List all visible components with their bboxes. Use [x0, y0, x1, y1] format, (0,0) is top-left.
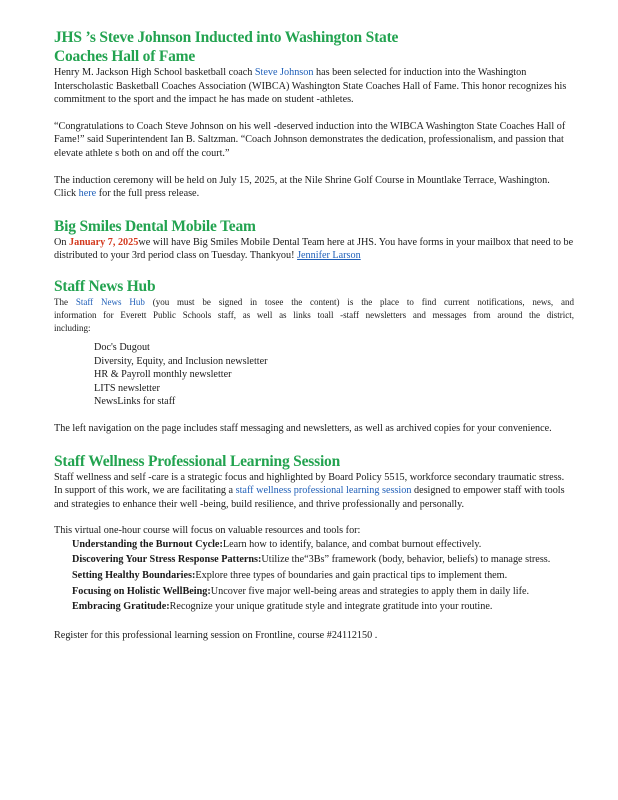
text: NewsLinks for staff: [94, 396, 176, 408]
topic-heading: Focusing on Holistic WellBeing:: [72, 585, 211, 597]
text: we will have Big Smiles Mobile Dental Team here at JHS. You have forms in your mailbox that need to be distributed to your 3rd period class on Tuesday. Thankyou!: [54, 236, 574, 262]
bullet-icon: [54, 553, 64, 567]
document-page: [54, 28, 574, 642]
list-item: [72, 395, 574, 409]
topic-heading: Setting Healthy Boundaries:: [72, 570, 196, 582]
title-line-2: Coaches Hall of Fame: [54, 48, 196, 65]
hall-of-fame-paragraph-1: [54, 66, 574, 107]
title-line-1: JHS ’s Steve Johnson Inducted into Washington State: [54, 29, 399, 46]
hall-of-fame-ceremony: [54, 174, 574, 201]
bullet-icon: [54, 569, 64, 583]
text: Diversity, Equity, and Inclusion newsletter: [94, 355, 268, 367]
text: HR & Payroll monthly newsletter: [94, 369, 232, 381]
bullet-icon: [72, 382, 82, 396]
bullet-icon: [72, 341, 82, 355]
text: [72, 569, 574, 583]
list-item: [72, 355, 574, 369]
text: Utilize the“3Bs” framework (body, behavior, beliefs) to manage stress.: [261, 554, 551, 566]
course-intro: This virtual one-hour course will focus on valuable resources and tools for:: [54, 525, 361, 537]
hall-of-fame-quote: “Congratulations to Coach Steve Johnson on his well -deserved induction into the WIBCA Washington State Coaches Hall of Fame!” said Superintendent Ian B. Saltzman. “Coach Johnson demonstrates the dedication, professionalism, and passion that elevate athlete s both on and off the court.”: [54, 120, 566, 159]
text: Explore three types of boundaries and gain practical tips to implement them.: [195, 570, 508, 582]
text: Doc's Dugout: [94, 341, 150, 353]
press-release-link[interactable]: here: [78, 188, 97, 200]
text: [72, 600, 574, 614]
bullet-icon: [54, 538, 64, 552]
staff-wellness-title: Staff Wellness Professional Learning Session: [54, 452, 341, 470]
text: LITS newsletter: [94, 382, 160, 394]
text: Recognize your unique gratitude style and integrate gratitude into your routine.: [169, 601, 493, 613]
dental-team-title: Big Smiles Dental Mobile Team: [54, 217, 256, 235]
text: (you must be signed in tosee the content) is the place to find current notifications, news, and information for Everett Public Schools staff, as well as links toall -staff newsletters and messages from around the district, including:: [54, 296, 575, 333]
article-title-hall-of-fame: [54, 28, 574, 66]
list-item: [54, 538, 574, 552]
text: On: [54, 236, 69, 248]
list-item: [54, 600, 574, 614]
text: Learn how to identify, balance, and combat burnout effectively.: [222, 538, 482, 550]
bullet-icon: [72, 395, 82, 409]
staff-news-hub-intro: [54, 296, 574, 335]
text: [72, 538, 574, 552]
dental-team-paragraph: [54, 236, 574, 263]
topic-heading: Discovering Your Stress Response Patterns:: [72, 554, 262, 566]
course-topics-list: [54, 538, 574, 614]
text: has been selected for induction into the Washington Interscholastic Basketball Coaches Association (WIBCA) Washington State Coaches Hall of Fame. This honor recognizes his commitment to the sport and the impact he has made on student -athletes.: [54, 67, 567, 106]
wellness-session-link[interactable]: staff wellness professional learning session: [235, 485, 412, 497]
steve-johnson-link[interactable]: Steve Johnson: [254, 67, 314, 78]
bullet-icon: [72, 368, 82, 382]
staff-wellness-paragraph: [54, 471, 574, 512]
dental-date: January 7, 2025: [69, 236, 139, 248]
list-item: [54, 553, 574, 567]
text: designed to empower staff with tools and strategies to enhance their well -being, build resilience, and thrive professionally and personally.: [54, 485, 565, 510]
text: [72, 553, 574, 567]
register-line: Register for this professional learning session on Frontline, course #24112150 .: [54, 629, 378, 641]
text: [72, 585, 574, 599]
jennifer-larson-link[interactable]: Jennifer Larson: [297, 250, 361, 262]
text: for the full press release.: [96, 188, 200, 200]
text: The: [54, 296, 76, 307]
list-item: [54, 569, 574, 583]
staff-news-hub-title: Staff News Hub: [54, 277, 156, 295]
text: The induction ceremony will be held on July 15, 2025, at the Nile Shrine Golf Course in Mountlake Terrace, Washington. Click: [54, 174, 550, 200]
bullet-icon: [72, 355, 82, 369]
text: Staff wellness and self -care is a strategic focus and highlighted by Board Policy 5515, workforce secondary traumatic stress. In support of this work, we are facilitating a: [54, 471, 565, 497]
bullet-icon: [54, 600, 64, 614]
bullet-icon: [54, 585, 64, 599]
list-item: [72, 341, 574, 355]
text: Uncover five major well-being areas and strategies to apply them in daily life.: [210, 585, 530, 597]
staff-news-hub-closing: The left navigation on the page includes staff messaging and newsletters, as well as archived copies for your convenience.: [54, 422, 552, 434]
text: Henry M. Jackson High School basketball coach: [54, 67, 255, 78]
newsletter-list: [54, 341, 574, 409]
list-item: [54, 585, 574, 599]
topic-heading: Embracing Gratitude:: [72, 601, 170, 613]
staff-news-hub-link[interactable]: Staff News Hub: [75, 296, 145, 307]
list-item: [72, 382, 574, 396]
topic-heading: Understanding the Burnout Cycle:: [72, 538, 223, 550]
list-item: [72, 368, 574, 382]
